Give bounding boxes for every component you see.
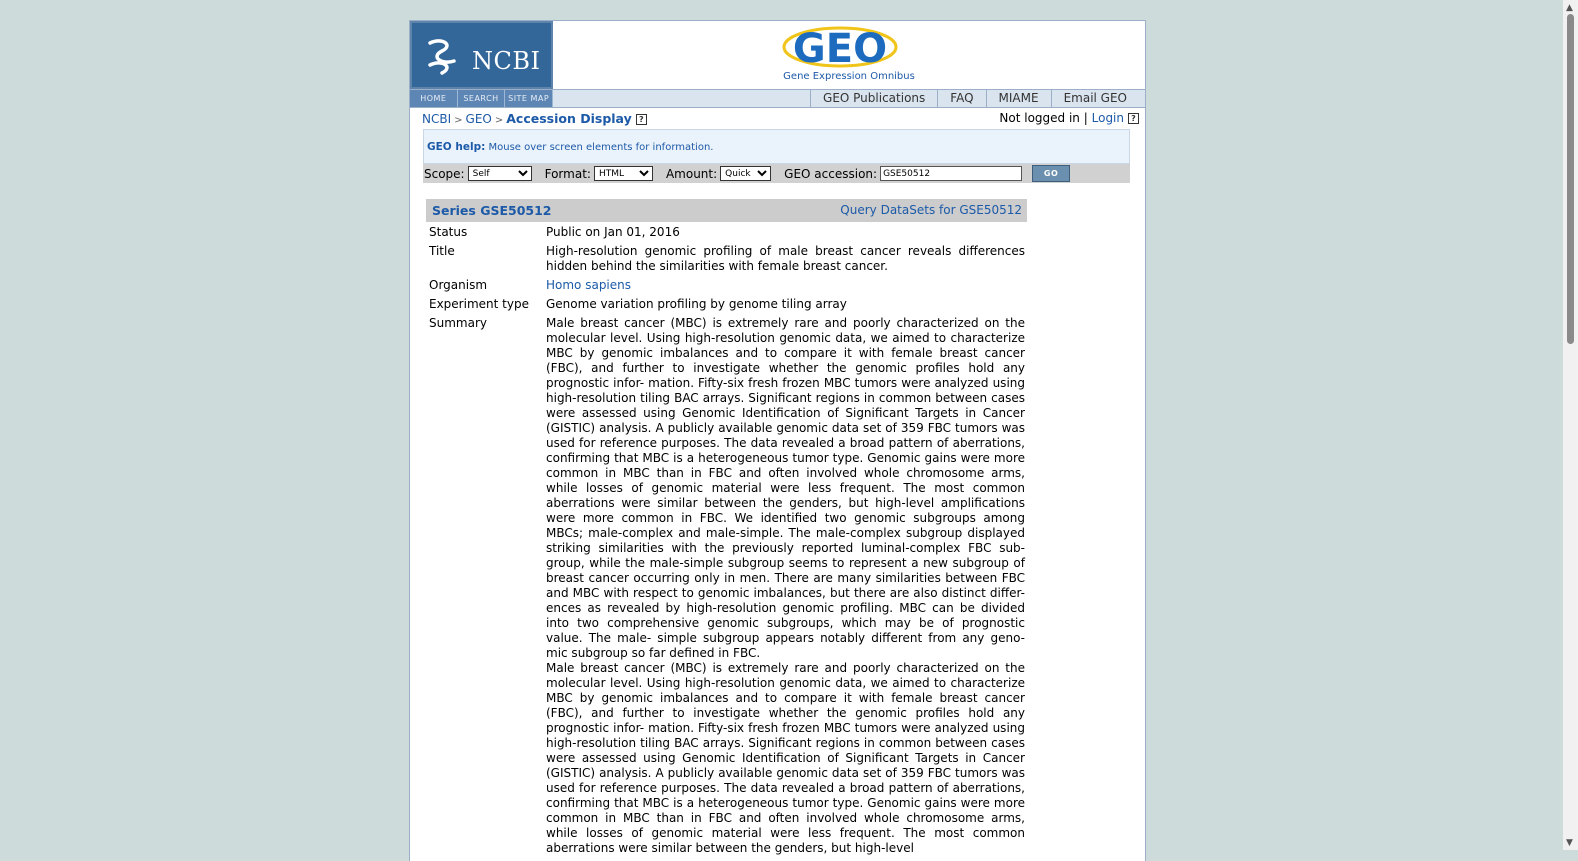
vertical-scrollbar[interactable] <box>1563 0 1578 850</box>
title-row <box>429 244 1025 274</box>
geo-help-text: Mouse over screen elements for information. <box>488 142 714 153</box>
scope-select[interactable] <box>468 166 532 181</box>
query-bar <box>423 164 1130 183</box>
geo-help-box <box>423 129 1130 164</box>
status-label: Status <box>429 225 468 239</box>
go-button[interactable]: GO <box>1032 165 1070 182</box>
status-row <box>429 225 1025 240</box>
ncbi-logo[interactable] <box>410 21 553 89</box>
ncbi-logo-text: NCBI <box>472 47 541 75</box>
status-value: Public on Jan 01, 2016 <box>546 225 680 239</box>
breadcrumb-ncbi-link[interactable]: NCBI <box>422 112 452 126</box>
nav-miame-link[interactable]: MIAME <box>986 90 1051 107</box>
breadcrumb-separator: > <box>494 115 504 126</box>
summary-paragraph: Male breast cancer (MBC) is extremely rare and poorly characterized on the molecular level. Using high-resolution genomic data, we aimed to characterize MBC by genomic imbalances and to compare it with female breast cancer (FBC), and further to investigate whether the genomic profiles hold any prognostic infor- mation. Fifty-six fresh frozen MBC tumors were analyzed using high-resolution tiling BAC arrays. Significant regions in common between cases were assessed using Genomic Identification of Significant Targets in Cancer (GISTIC) analysis. A publicly available genomic data set of 359 FBC tumors was used for reference purposes. The data revealed a broad pattern of aberrations, confirming that MBC is a heterogeneous tumor type. Genomic gains were more common in MBC than in FBC and often involved whole chromosome arms, while losses of genomic material were less frequent. The most common aberrations were similar between the genders, but high-level <box>546 661 1025 855</box>
series-header <box>426 199 1027 222</box>
scope-label: Scope: <box>424 166 465 181</box>
geo-subtitle: Gene Expression Omnibus <box>783 71 915 82</box>
format-select[interactable] <box>594 166 653 181</box>
geo-banner <box>553 21 1145 89</box>
geo-help-label: GEO help: <box>427 141 486 153</box>
help-icon[interactable]: ? <box>1128 113 1139 124</box>
organism-link[interactable]: Homo sapiens <box>546 278 632 292</box>
nav-site-map-link[interactable]: SITE MAP <box>505 90 553 107</box>
title-label: Title <box>429 244 455 258</box>
accession-label: GEO accession: <box>784 166 878 181</box>
page-title: Accession Display <box>506 111 632 126</box>
login-area <box>999 111 1139 125</box>
summary-row <box>429 316 1025 856</box>
summary-label: Summary <box>429 316 487 330</box>
scroll-up-arrow-icon[interactable]: ▲ <box>1566 3 1573 13</box>
nav-email-geo-link[interactable]: Email GEO <box>1051 90 1139 107</box>
amount-select[interactable] <box>720 166 771 181</box>
ncbi-nav <box>410 90 553 107</box>
scroll-down-arrow-icon[interactable]: ▼ <box>1566 838 1573 848</box>
ncbi-helix-icon <box>424 35 460 77</box>
login-divider: | <box>1083 111 1088 125</box>
nav-geo-publications-link[interactable]: GEO Publications <box>810 90 937 107</box>
geo-logo-text: GEO <box>792 26 888 71</box>
top-navbar <box>410 89 1145 108</box>
experiment-type-label: Experiment type <box>429 297 529 311</box>
geo-logo[interactable] <box>780 25 900 71</box>
login-status: Not logged in <box>999 111 1080 125</box>
organism-row <box>429 278 1025 293</box>
nav-home-link[interactable]: HOME <box>410 90 458 107</box>
title-value: High-resolution genomic profiling of male breast cancer reveals differences hidden behind the similarities with female breast cancer. <box>546 244 1025 273</box>
geo-nav <box>810 90 1139 107</box>
scrollbar-thumb[interactable] <box>1567 14 1574 344</box>
query-datasets-link[interactable]: Query DataSets for GSE50512 <box>840 203 1022 217</box>
experiment-type-value: Genome variation profiling by genome tiling array <box>546 297 847 311</box>
amount-label: Amount: <box>665 166 718 181</box>
summary-value <box>546 316 1025 856</box>
format-label: Format: <box>544 166 591 181</box>
summary-paragraph: Male breast cancer (MBC) is extremely rare and poorly characterized on the molecular level. Using high-resolution genomic data, we aimed to characterize MBC by genomic imbalances and to compare it with female breast cancer (FBC), and further to investigate whether the genomic profiles hold any prognostic infor- mation. Fifty-six fresh frozen MBC tumors were analyzed using high-resolution tiling BAC arrays. Significant regions in common between cases were assessed using Genomic Identification of Significant Targets in Cancer (GISTIC) analysis. A publicly available genomic data set of 359 FBC tumors was used for reference purposes. The data revealed a broad pattern of aberrations, confirming that MBC is a heterogeneous tumor type. Genomic gains were more common in MBC than in FBC and often involved whole chromosome arms, while losses of genomic material were less frequent. The most common aberrations were similar between the genders, but high-level amplifications were more common in FBC. We identified two genomic subgroups among MBCs; male-complex and male-simple. The male-complex subgroup displayed striking similarities with the previously reported luminal-complex FBC sub- group, while the male-simple subgroup seems to represent a new subgroup of breast cancer occurring only in men. There are many similarities between FBC and MBC with respect to genomic imbalances, but there are also distinct differ- ences as revealed by high-resolution genomic profiling. MBC can be divided into two comprehensive genomic subgroups, which may be of prognostic value. The male- simple subgroup appears notably different from any geno- mic subgroup so far defined in FBC. <box>546 316 1025 660</box>
nav-faq-link[interactable]: FAQ <box>937 90 985 107</box>
organism-label: Organism <box>429 278 488 292</box>
series-title: Series GSE50512 <box>432 203 552 218</box>
experiment-type-row <box>429 297 1025 312</box>
series-details <box>429 225 1025 860</box>
breadcrumb-geo-link[interactable]: GEO <box>465 112 492 126</box>
breadcrumb <box>422 111 647 126</box>
breadcrumb-separator: > <box>454 115 463 126</box>
login-link[interactable]: Login <box>1091 111 1124 125</box>
help-icon[interactable]: ? <box>636 114 647 125</box>
page-container <box>409 20 1146 861</box>
accession-input[interactable] <box>880 166 1022 181</box>
nav-search-link[interactable]: SEARCH <box>458 90 506 107</box>
